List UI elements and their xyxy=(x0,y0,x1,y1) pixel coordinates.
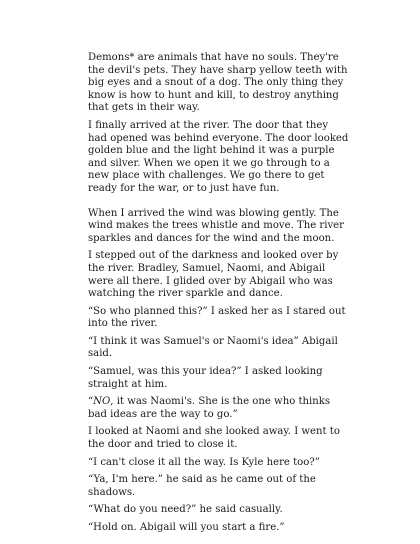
dialogue-line: “Hold on. Abigail will you start a fire.” xyxy=(88,522,285,533)
dialogue-rest: , it was Naomi's. She is the one who thinks bad ideas are the way to go.” xyxy=(88,396,331,420)
story-text xyxy=(88,52,350,540)
paragraph-stepped-out: I stepped out of the darkness and looked over by the river. Bradley, Samuel, Naomi, and Abigail were all there. I glided over by Abigail who was watching the river sparkle and dance. xyxy=(88,250,339,300)
emphasis-no: NO xyxy=(93,396,111,408)
dialogue-line: “What do you need?” he said casually. xyxy=(88,504,283,516)
paragraph-arrived-at-river: I finally arrived at the river. The door that they had opened was behind everyone. The door looked golden blue and the light behind it was a purple and silver. When we open it we go through to a new place with challenges. We go there to get ready for the war, or to just have fun. xyxy=(88,119,349,194)
dialogue-line: “I can't close it all the way. Is Kyle here too?” xyxy=(88,456,320,468)
paragraph-looked-at-naomi: I looked at Naomi and she looked away. I went to the door and tried to close it. xyxy=(88,426,340,451)
paragraph-demons-definition: Demons* are animals that have no souls. They're the devil's pets. They have sharp yellow teeth with big eyes and a snout of a dog. The only thing they know is how to hunt and kill, to destroy anything that gets in their way. xyxy=(88,52,348,114)
dialogue-line xyxy=(88,396,350,421)
dialogue-line: “Ya, I'm here.” he said as he came out of the shadows. xyxy=(88,474,316,498)
dialogue-line: “So who planned this?” I asked her as I stared out into the river. xyxy=(88,305,346,330)
paragraph-wind-blowing: When I arrived the wind was blowing gently. The wind makes the trees whistle and move. The river sparkles and dances for the wind and the moon. xyxy=(88,207,344,244)
dialogue-line: “I think it was Samuel's or Naomi's idea” Abigail said. xyxy=(88,335,338,360)
dialogue-line: “Samuel, was this your idea?” I asked looking straight at him. xyxy=(88,366,323,390)
open-quote: “ xyxy=(88,396,94,408)
